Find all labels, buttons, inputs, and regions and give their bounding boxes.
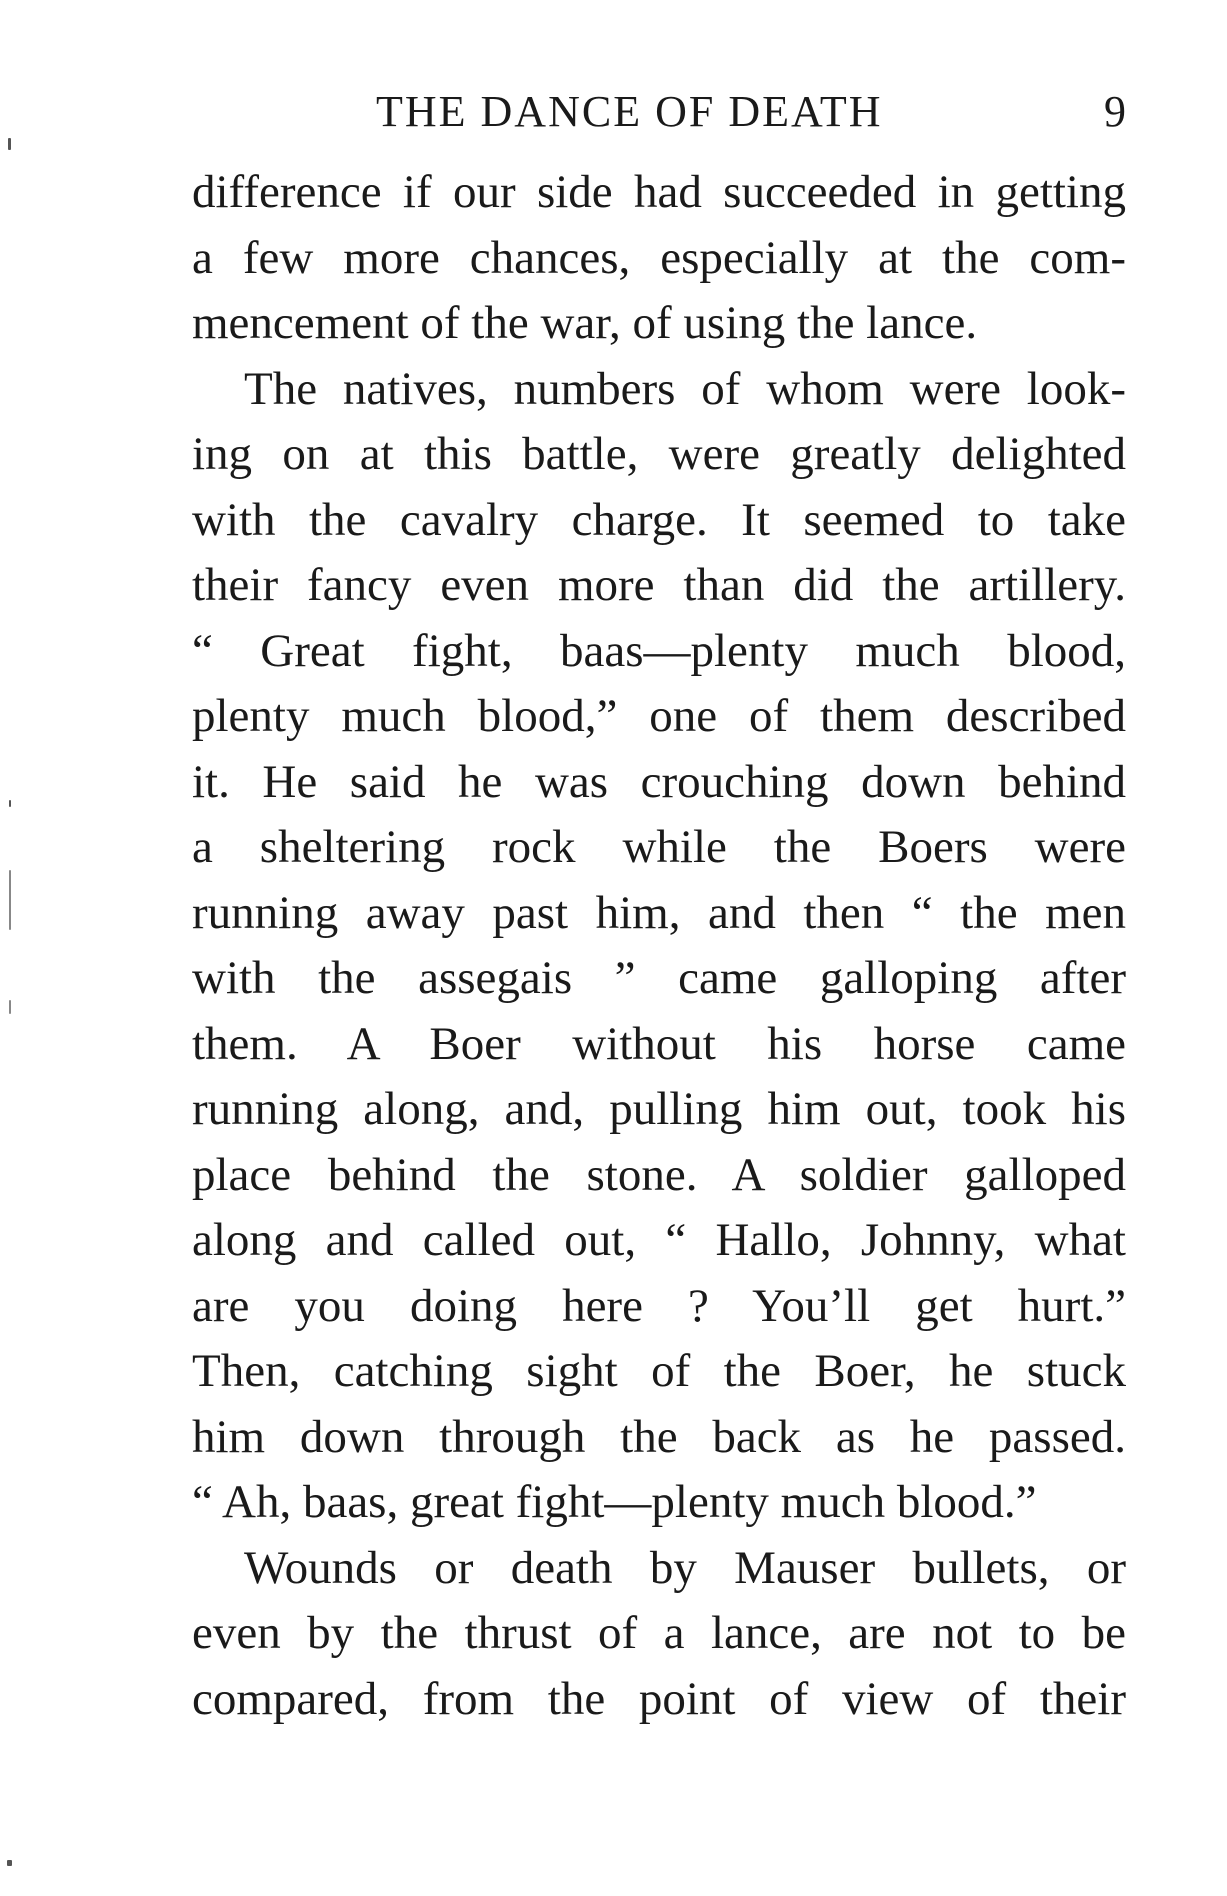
scan-speck [9, 1000, 11, 1014]
text-line: difference if our side had succeeded in getting [192, 166, 1126, 218]
text-line: their fancy even more than did the artillery. [192, 559, 1126, 611]
text-line: with the assegais ” came galloping after [192, 952, 1126, 1004]
running-title: THE DANCE OF DEATH [376, 87, 883, 136]
text-line: compared, from the point of view of their [192, 1672, 1126, 1725]
text-line: along and called out, “ Hallo, Johnny, what [192, 1214, 1126, 1266]
text-line: him down through the back as he passed. [192, 1410, 1126, 1463]
text-line: a few more chances, especially at the com- [192, 231, 1126, 284]
text-line: mencement of the war, of using the lance. [192, 297, 978, 349]
text-line: running along, and, pulling him out, took his [192, 1083, 1126, 1135]
text-line: them. A Boer without his horse came [192, 1017, 1126, 1070]
scan-margin-specks [0, 0, 40, 1896]
scan-speck [7, 1860, 12, 1866]
text-line: “ Great fight, baas—plenty much blood, [192, 624, 1126, 677]
text-line: are you doing here ? You’ll get hurt.” [192, 1279, 1126, 1332]
scan-speck [9, 800, 11, 807]
text-line: ing on at this battle, were greatly delighted [192, 428, 1126, 480]
text-line: with the cavalry charge. It seemed to take [192, 493, 1126, 546]
text-line: even by the thrust of a lance, are not to be [192, 1607, 1126, 1659]
text-line: plenty much blood,” one of them described [192, 690, 1126, 742]
text-line: place behind the stone. A soldier galloped [192, 1148, 1126, 1201]
text-line: running away past him, and then “ the men [192, 886, 1126, 939]
text-line: Then, catching sight of the Boer, he stuck [192, 1345, 1126, 1397]
scan-speck [8, 138, 11, 150]
page-number: 9 [1104, 87, 1126, 136]
body-text [192, 160, 1126, 1732]
text-line: it. He said he was crouching down behind [192, 755, 1126, 808]
text-line: The natives, numbers of whom were look- [244, 362, 1126, 415]
text-line: “ Ah, baas, great fight—plenty much blood.” [192, 1476, 1037, 1528]
page-header [190, 82, 1126, 142]
text-line: Wounds or death by Mauser bullets, or [244, 1541, 1126, 1594]
scan-speck [9, 870, 11, 930]
text-line: a sheltering rock while the Boers were [192, 821, 1126, 873]
